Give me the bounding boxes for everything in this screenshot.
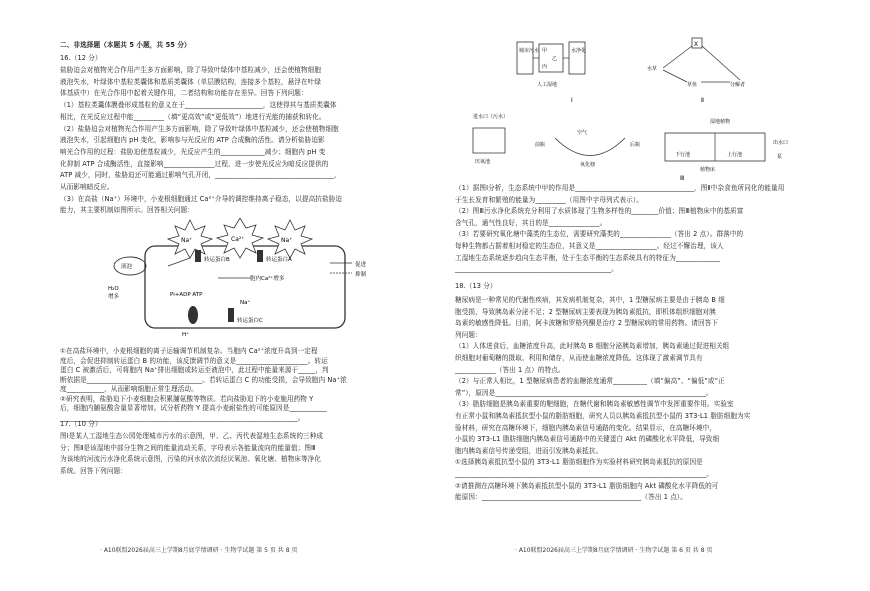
protein-b-label: 转运蛋白B [204, 257, 230, 263]
fig1-box2: 水净化 [571, 48, 587, 54]
text-line: 断依据是__________________________________。若转运蛋白 C 的功能受损，会导致胞内 Na⁺浓 [60, 375, 347, 384]
fig3-pump: 泵 [777, 154, 783, 160]
text-line: ②请推测在高糖环境下胰岛素抵抗型小鼠的 3T3-L1 脂肪细胞内 Akt 磷酸化水平降低的可 [455, 481, 719, 490]
left-footer: · A10联盟2026届高三上学期8月底学情调研 · 生物学试题 第 5 页 共 8 页 [100, 547, 298, 554]
text-line: 为该地的河流污水净化系统示意图，污染的河水依次流经厌氧池、氧化塘、植物床等净化 [60, 455, 322, 463]
protein-c-label: 转运蛋白C [237, 318, 263, 324]
text-line: 度后，会促进抑制转运蛋白 B 的功能，该反馈调节的意义是_____________________。转运 [60, 356, 328, 365]
fig3-pond: 氧化塘 [580, 162, 596, 168]
h-ion-label: H⁺ [182, 332, 190, 338]
text-line: 分；图Ⅱ是该湿地中部分生物之间的能量流动关系，字母表示各能量流向的能量值；图Ⅲ [60, 443, 316, 452]
protein-a-label: 转运蛋白A [266, 257, 292, 263]
text-line: 胞受损，导致胰岛素分泌不足；2 型糖尿病主要表现为胰岛素抵抗，即机体组织细胞对胰 [455, 307, 716, 316]
fig1-bottom: 人工湿地 [537, 82, 558, 88]
text-line: ______________________________________________________________________。 [60, 413, 305, 422]
water-out-label: 增多 [108, 294, 120, 300]
fig1-jia: 甲 [542, 48, 548, 54]
text-line: 系统。回答下列问题： [60, 466, 127, 475]
text-line: （2）盐胁迫会对植物光合作用产生多方面影响，除了导致叶绿体中基粒减少，还会使植物细胞 [60, 124, 339, 133]
na-label-1: Na⁺ [181, 237, 193, 244]
fig3-wetland: 湿地植物 [710, 119, 731, 125]
text-line: 响光合作用的过程：盐胁迫使基粒减少，光反应产生的_____________减少；细胞内 pH 变 [60, 147, 326, 156]
text-line: 每种生物都占据着相对稳定的生态位，其意义是__________________。经过不懈治理，该人 [455, 242, 724, 250]
text-line: （1）人体进食后，血糖浓度升高，此时胰岛 B 细胞分泌胰岛素增加，胰岛素通过促进相关组 [455, 342, 730, 351]
fig3-bed: 植物床 [700, 167, 716, 173]
text-line: 能力，其主要机制如图所示。回答相关问题： [60, 206, 194, 215]
left-page [60, 0, 432, 591]
text-line: （3）脂肪细胞是胰岛素重要的靶细胞，在糖代谢和胰岛素敏感性调节中发挥重要作用。实验室 [455, 400, 734, 409]
text-line: 后，细胞内脯氨酸含量显著增加。试分析药物 Y 提高小麦耐盐性的可能原因是___________ [60, 404, 327, 412]
fig3-down: 下行池 [675, 152, 691, 158]
q17-header: 17.（10 分） [60, 420, 102, 428]
fig3-inlet: 进水口（污水） [473, 114, 509, 120]
text-line: ①在高盐环境中，小麦根细胞的离子运输调节机制复杂。当胞内 Ca²⁺浓度升高到一定程 [60, 347, 318, 355]
text-line: 蛋白 C 被激活后，可将胞内 Na⁺排出细胞或转运至液泡中，此过程中能量来源于_____，判 [60, 366, 329, 374]
protein-b-shape [195, 250, 201, 262]
text-line: __________________________________________________________________________。 [455, 470, 714, 478]
text-line: 体基质中）在光合作用中起着关键作用，二者结构和功能存在差异。回答下列问题： [60, 89, 308, 98]
na-ion-burst-1 [168, 220, 212, 258]
text-line: 化抑制 ATP 合成酶活性，直接影响_______________过程，进一步使光反应为暗反应提供的 [60, 159, 329, 168]
text-line: 验材料，研究在高糖环境下，细胞内胰岛素信号通路的变化。结果显示，在高糖环境中， [455, 423, 717, 432]
fig2-x: X [694, 41, 699, 48]
fig1-yi: 乙 [552, 56, 558, 62]
fig3-anaerobic: 厌氧池 [475, 159, 491, 165]
text-line: ______________________________________________。 [455, 265, 618, 274]
q16-header: 16.（12 分） [60, 54, 102, 62]
vacuole-label: 液泡 [121, 264, 133, 270]
text-line: 于生长发育和繁殖的能量为_________（用图中字母列式表示）。 [455, 195, 643, 204]
text-line: 液泡失水，叶绿体中基粒类囊体和基质类囊体（单层膜结构，连接多个基粒，悬浮在叶绿 [60, 77, 322, 86]
fig3-air: 空气 [577, 130, 588, 136]
text-line: ____________（答出 1 点）的特点。 [455, 365, 565, 374]
na-ion-burst-2 [268, 220, 312, 258]
right-page [455, 0, 825, 591]
salt-stress-diagram [100, 218, 400, 343]
text-line: 含气孔，通气性良好，其目的是_______________。 [455, 218, 607, 227]
fig3-back: 后瓶 [630, 142, 641, 148]
atp-label: Pi+ADP ATP [170, 292, 203, 298]
text-line: 岛素的敏感性降低。目前，阿卡波糖和罗格列酮是治疗 2 型糖尿病的常用药物。请回答下 [455, 319, 719, 328]
text-line: 盐胁迫会对植物光合作用产生多方面影响，除了导致叶绿体中基粒减少，还会使植物细胞 [60, 66, 322, 74]
text-line: 度___________，从而影响细胞正常生理活动。 [60, 385, 198, 393]
text-line: ②研究表明，盐胁迫下小麦细胞会积累脯氨酸等物质。若向盐胁迫下的小麦施用药物 Y [60, 394, 314, 403]
text-line: 液泡失水，引起细胞内 pH 变化，影响参与光反应的 ATP 合成酶的活性。请分析盐胁迫影 [60, 136, 325, 145]
text-line: 工湿地生态系统逐步趋向生态平衡，处于生态平衡的生态系统具有的特征为_____________ [455, 253, 721, 262]
fig2-fish: 草鱼 [687, 82, 698, 88]
text-line: ①选择胰岛素抵抗型小鼠的 3T3-L1 脂肪细胞作为实验材料研究胰岛素抵抗的原因是 [455, 458, 703, 467]
text-line: 小鼠的 3T3-L1 脂肪细胞内胰岛素信号通路中的关键蛋白 Akt 的磷酸化水平降低，导致细 [455, 435, 720, 444]
section-title: 二、非选择题（本题共 5 小题，共 55 分） [60, 41, 191, 49]
fig2-decomposer: 分解者 [730, 82, 746, 88]
fig1-box1: 城市污水 [519, 48, 540, 54]
fig3-outlet: 出水口 [773, 140, 789, 146]
fig3-up: 上行池 [727, 152, 743, 158]
text-line: （2）图Ⅲ污水净化系统充分利用了水质体现了生物多样性的________价值；图Ⅲ植物床中的基质富 [455, 207, 744, 216]
text-line: 图Ⅰ是某人工湿地生态公园处理城市污水的示意图，甲、乙、丙代表湿地生态系统的三种成 [60, 432, 324, 440]
text-line: （3）在高盐（Na⁺）环境中，小麦根细胞通过 Ca²⁺介导的调控维持离子稳态，以提高抗盐胁迫 [60, 194, 343, 203]
fig2-number: Ⅱ [701, 97, 704, 104]
text-line: 能原因：_______________________________________________（答出 1 点）。 [455, 493, 687, 502]
text-line: 有正常小鼠和胰岛素抵抗型小鼠的脂肪细胞，研究人员以胰岛素抵抗型小鼠的 3T3-L1 脂肪细胞为实 [455, 412, 751, 420]
q18-header: 18.（13 分） [455, 282, 497, 290]
cell-membrane [145, 246, 345, 328]
na-label-2: Na⁺ [281, 237, 293, 244]
fig1-bing: 丙 [542, 64, 548, 70]
figure-1-wetland [515, 36, 635, 106]
right-footer: · A10联盟2026届高三上学期8月底学情调研 · 生物学试题 第 6 页 共 8 页 [515, 547, 713, 554]
ca-label: Ca²⁺ [231, 236, 245, 243]
fig1-number: Ⅰ [571, 97, 573, 104]
inhibit-label: 抑制 [355, 272, 367, 278]
promote-label: 促进 [355, 262, 367, 268]
text-line: （3）若要研究氧化塘中藻类的生态位，需要研究藻类的_______________（答出 2 点）。群落中的 [455, 230, 744, 239]
fig3-pre: 前瓶 [535, 142, 546, 148]
text-line: 织细胞对葡萄糖的摄取、利用和储存，从而使血糖浓度降低。这体现了激素调节具有 [455, 354, 703, 362]
text-line: 列问题： [455, 330, 482, 339]
na-label-3: Na⁺ [240, 300, 251, 306]
text-line: （1）基粒类囊体膜叠形成基粒的意义在于_______________________，这使得其与基质类囊体 [60, 101, 337, 110]
proton-pump-shape [188, 306, 198, 324]
text-line: ATP 减少，同时，盐胁迫还可能通过影响气孔开闭，___________________________________， [60, 171, 341, 180]
text-line: 常”），原因是______________________________________________________________。 [455, 388, 713, 397]
protein-c-shape [228, 308, 234, 322]
text-line: 糖尿病是一种常见的代谢性疾病，其发病机制复杂，其中，1 型糖尿病主要是由于胰岛 B 细 [455, 296, 725, 304]
ca-in-label: 胞内Ca²⁺增多 [250, 276, 285, 282]
text-line: 胞内胰岛素信号传递受阻，进而引发胰岛素抵抗。 [455, 446, 603, 455]
text-line: （1）据图Ⅰ分析，生态系统中甲的作用是___________________________________，图Ⅱ中杂食鱼所同化的能量用 [455, 184, 785, 192]
text-line: 相比，在光反应过程中能_________（填“更高效”或“更低效”）地进行光能的捕获和转化。 [60, 112, 326, 121]
ca-ion-burst [217, 218, 263, 258]
text-line: （2）与正常人相比，1 型糖尿病患者的血糖浓度通常__________（填“偏高”、“偏低”或“正 [455, 377, 725, 386]
fig2-plant: 水草 [647, 66, 658, 72]
figure-3-purification [465, 108, 815, 183]
text-line: 从而影响暗反应。 [60, 183, 114, 191]
figure-2-energy-flow [645, 36, 765, 106]
protein-a-shape [257, 250, 263, 262]
h2o-label: H₂O [108, 286, 119, 292]
fig3-number: Ⅲ [680, 175, 685, 182]
